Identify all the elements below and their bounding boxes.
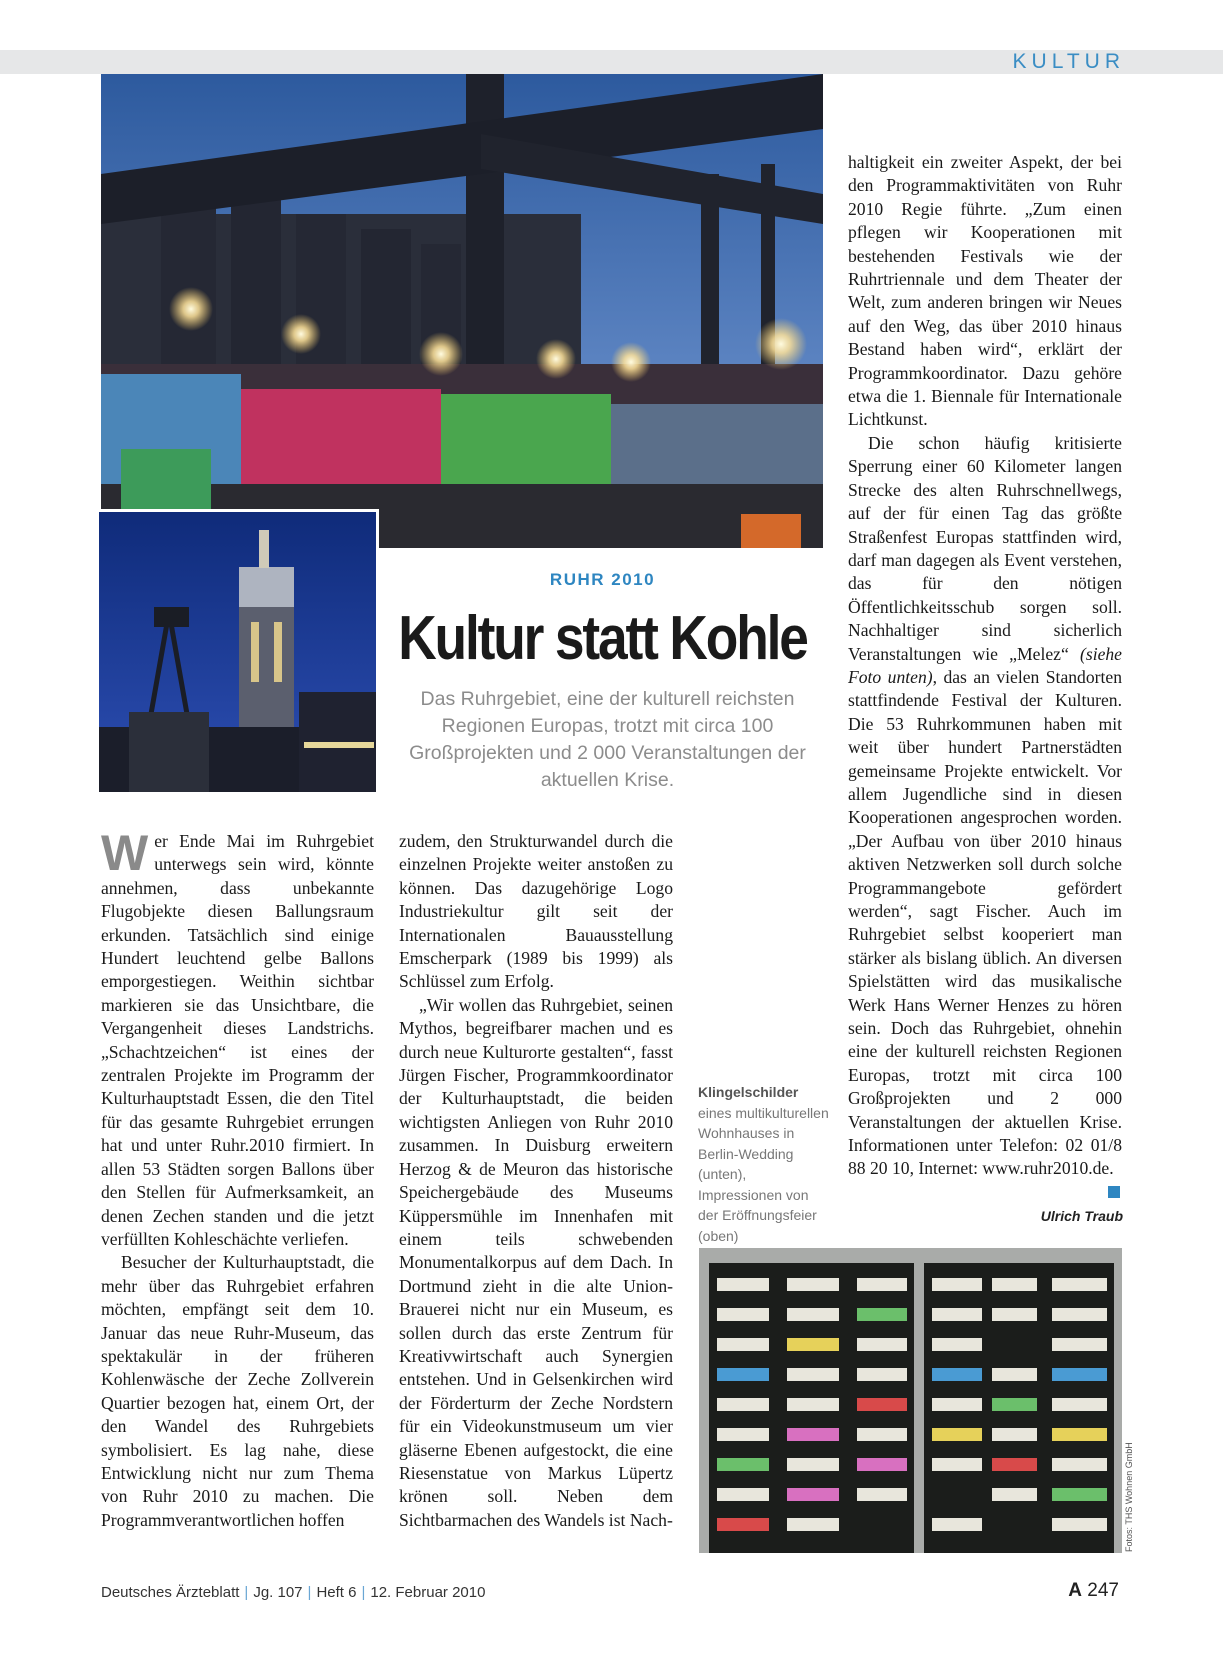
page-number <box>1068 1580 1119 1602</box>
column-3-paragraph-2: Die schon häufig kritisierte Sperrung einer 60 Kilometer langen Strecke des alten Ruhrschnellwegs, auf der für einen Tag das größte Straßenfest Europas stattfinden wird, darf man dagegen als Event verstehen, das für den nötigen Öffentlichkeitsschub sorgen soll. Nachhaltiger sind sicherlich Veranstaltungen wie „Melez“ (siehe Foto unten), das an vielen Standorten stattfindende Festival der Kulturen. Die 53 Ruhrkommunen haben mit weit über hundert Partnerstädten gemeinsame Projekte entwickelt. Vor allem Jugendliche sind in diesen Kooperationen angesprochen worden. „Der Aufbau von über 2010 hinaus aktiven Netzwerken soll durch solche Programmangebote gefördert werden“, sagt Fischer. Auch im Ruhrgebiet selbst kooperiert man stärker als bislang üblich. An diversen Spielstätten wird das musikalische Werk Hans Werner Henzes zu hören sein. Doch das Ruhrgebiet, ohnehin eine der kulturell reichsten Regionen Europas, trotzt mit circa 100 Großprojekten und 2 000 Veranstaltungen der aktuellen Krise. Informationen unter Telefon: 02 01/8 88 20 10, Internet: www.ruhr2010.de. <box>848 432 1122 1179</box>
column-1-paragraph-2: Besucher der Kulturhauptstadt, die mehr über das Ruhrgebiet erfahren möchten, empfängt seit dem 10. Januar das neue Ruhr-Museum, das spektakulär in der früheren Kohlenwäsche der Zeche Zollverein Quartier bezogen hat, einem Ort, der den Wandel des Ruhrgebiets symbolisiert. Es lag nahe, diese Entwicklung nicht nur zum Thema von Ruhr 2010 zu machen. Die Programmverantwortlichen hoffen <box>101 1252 374 1530</box>
section-label: KULTUR <box>1012 50 1125 73</box>
opening-ceremony-photo <box>101 74 823 548</box>
journal-name: Deutsches Ärzteblatt <box>101 1584 240 1601</box>
article-column-2 <box>399 830 673 1532</box>
tower-photo <box>99 509 379 792</box>
column-1-paragraph-1: er Ende Mai im Ruhrgebiet unterwegs sein wird, könnte annehmen, dass unbekannte Flugobjekte diesen Ballungsraum erkunden. Tatsächlich sind einige Hundert leuchtend gelbe Ballons emporgestiegen. Weithin sichtbar markieren sie das Unsichtbare, die Vergangenheit dieses Landstrichs. „Schachtzeichen“ ist eines der zentralen Projekte im Programm der Kulturhauptstadt Essen, die den Titel für das gesamte Ruhrgebiet errungen hat und unter Ruhr.2010 firmiert. In allen 53 Städten sorgen Ballons über den Stellen für Aufmerksamkeit, an denen Zechen standen und die jetzt verfüllten Kohleschächte verliefen. <box>101 831 374 1249</box>
article-author: Ulrich Traub <box>1040 1208 1123 1224</box>
column-2-paragraph-2: „Wir wollen das Ruhrgebiet, seinen Mythos, begreifbarer machen und es durch neue Kulturorte gestalten“, fasst Jürgen Fischer, Programmkoordinator der Kulturhauptstadt, die beiden wichtigsten Anliegen von Ruhr 2010 zusammen. In Duisburg erweitern Herzog & de Meuron das historische Speichergebäude des Museums Küppersmühle im Innenhafen mit einem teils schwebenden Monumentalkorpus auf dem Dach. In Dortmund zieht in die alte Union-Brauerei nicht nur ein Museum, es sollen durch das erste Zentrum für Kreativwirtschaft auch Synergien entstehen. Und in Gelsenkirchen wird der Förderturm der Zeche Nordstern für ein Videokunstmuseum um vier gläserne Ebenen aufgestockt, die eine Riesenstatue von Markus Lüpertz krönen soll. Neben dem Sichtbarmachen des Wandels ist Nach- <box>399 994 673 1530</box>
article-lead: Das Ruhrgebiet, eine der kulturell reichsten Regionen Europas, trotzt mit circa 100 Großprojekten und 2 000 Veranstaltungen der aktuellen Krise. <box>409 688 806 791</box>
footer-citation: Deutsches Ärzteblatt | Jg. 107 | Heft 6 | 12. Februar 2010 <box>101 1584 486 1601</box>
article-column-3 <box>848 151 1122 1181</box>
caption-title: Klingelschilder <box>698 1084 799 1100</box>
article-end-mark <box>1108 1186 1120 1198</box>
article-title: Kultur statt Kohle <box>398 604 807 673</box>
page-number-value: 247 <box>1087 1580 1119 1601</box>
column-3-paragraph-1: haltigkeit ein zweiter Aspekt, der bei den Programmaktivitäten von Ruhr 2010 Regie führte. „Zum einen pflegen wir Kooperationen mit bestehenden Festivals wie der Ruhrtriennale und dem Theater der Welt, zum anderen bringen wir Neues auf den Weg, das über 2010 hinaus Bestand haben wird“, erklärt der Programmkoordinator. Dazu gehöre etwa die 1. Biennale für Internationale Lichtkunst. <box>848 152 1122 430</box>
article-kicker: RUHR 2010 <box>549 570 656 589</box>
issue-date: 12. Februar 2010 <box>370 1584 486 1601</box>
journal-volume: Jg. 107 <box>253 1584 303 1601</box>
column-2-paragraph-1: zudem, den Strukturwandel durch die einzelnen Projekte weiter anstoßen zu können. Das dazugehörige Logo Industriekultur gilt seit der Internationalen Bauausstellung Emscherpark (1989 bis 1999) als Schlüssel zum Erfolg. <box>399 831 673 992</box>
article-column-1 <box>101 825 374 1532</box>
photo-credit: Fotos: THS Wohnen GmbH <box>1124 1442 1134 1552</box>
photo-reference: (siehe Foto unten) <box>848 643 1122 687</box>
page-prefix: A <box>1068 1580 1083 1601</box>
journal-issue: Heft 6 <box>316 1584 357 1601</box>
photo-caption <box>698 1082 830 1246</box>
doorbell-photo <box>699 1248 1122 1553</box>
caption-text: eines multikulturellen Wohnhauses in Berlin-Wedding (unten), Impressionen von der Eröffnungsfeier (oben) <box>698 1104 829 1244</box>
drop-cap: W <box>101 825 149 881</box>
